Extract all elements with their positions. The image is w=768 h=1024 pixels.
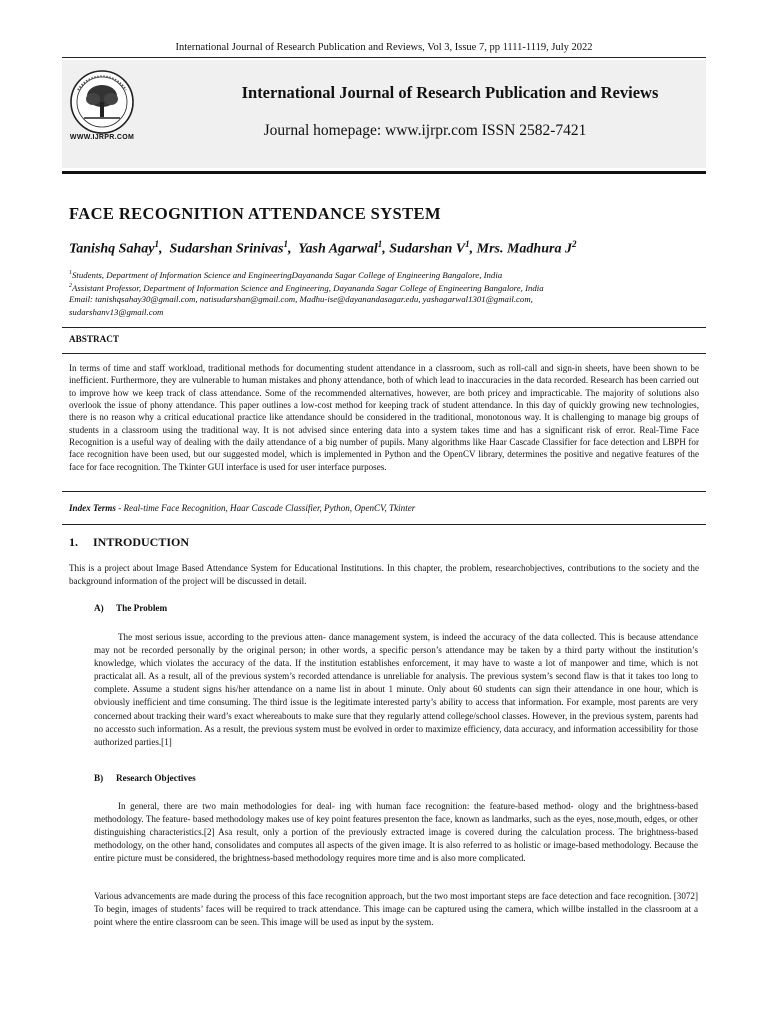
abstract-top-rule [62,327,706,328]
affiliation-1: $^1$Students, Department of Information Science and EngineeringDayananda Sagar College of Engineering Bangalore, India [69,269,503,280]
intro-paragraph: This is a project about Image Based Attendance System for Educational Institutions. In this chapter, the problem, researchobjectives, contributions to the society and the background information of the project will be discussed in detail. [69,563,699,587]
masthead-rule [62,171,706,174]
email-line: sudarshanv13@gmail.com [69,307,164,317]
author: Sudarshan Srinivas [169,241,284,257]
affiliation-2: $^2$Assistant Professor, Department of Information Science and Engineering, Dayananda Sagar College of Engineering Bangalore, India [69,282,544,293]
journal-title: International Journal of Research Publication and Reviews [241,83,659,102]
index-terms-rule [62,524,706,525]
section-heading-introduction: 1. INTRODUCTION [69,535,190,549]
running-head: International Journal of Research Publication and Reviews, Vol 3, Issue 7, pp 1111-1119, July 2022 [175,42,593,53]
objectives-paragraph-2: Various advancements are made during the process of this face recognition approach, but the two most important steps are face detection and face recognition. [3072] To begin, images of students’ faces will be required to track attendance. This image can be captured using the camera, which willbe installed in the classroom at a point where the entire classroom can be seen. This image will be used as input by the system. [94,891,698,928]
author: Yash Agarwal [298,241,378,257]
abstract-text: In terms of time and staff workload, traditional methods for documenting student attendance in a classroom, such as roll-call and sign-in sheets, have been shown to be inefficient. Furthermore, they are vulnerable to human mistakes and phony attendance, both of which lead to inaccuracies in the data recorded. Research has been carried out to improve how we keep track of class attendance. Some of the recommended alternatives, however, are both pricey and impracticable. The majority of solutions also overlook the issue of phony attendance. This paper outlines a low-cost method for keeping track of student attendance. In this day of quickly growing new technologies, there is no reason why a critical educational practice like attendance should be considered in the traditional, monotonous way. It is challenging to manage big groups of students in a classroom using the traditional way. It is not advised since entering data into a system takes time and has a significant risk of error. Real-Time Face Recognition is a useful way of dealing with the daily attendance of a big number of pupils. Many algorithms like Haar Cascade Classifier for face detection and LBPH for face recognition have been used, but our suggested model, which is implemented in Python and the OpenCV library, determines the positive and negative features of the face for face recognition. The Tkinter GUI interface is used for user interface purposes. [69,363,699,472]
header-rule [62,57,706,58]
index-terms: Index Terms - Real-time Face Recognition, Haar Cascade Classifier, Python, OpenCV, Tkinter [69,503,416,513]
paper-title: FACE RECOGNITION ATTENDANCE SYSTEM [69,204,441,223]
email-line: Email: tanishqsahay30@gmail.com, natisudarshan@gmail.com, Madhu-ise@dayanandasagar.edu, yashagarwal1301@gmail.com, [69,294,533,304]
objectives-paragraph: In general, there are two main methodologies for deal- ing with human face recognition: the feature-based method- ology and the brightness-based methodology. The feature- based methodology makes use of key point features presenton the face, known as landmarks, such as the eyes, nose,mouth, edges, or other distinguishing characteristics.[2] Asa result, only a portion of the previously extracted image is covered during the calculation process. The brightness-based methodology, on the other hand, consolidates and computes all aspects of the given image. It is also referred to as holistic or image-based methodology. Because the entire picture must be considered, the brightness-based methodology requires more time and is also more complicated. [94,801,698,864]
abstract-bottom-rule [62,491,706,492]
subsection-heading-problem: A) The Problem [94,603,168,613]
subsection-heading-objectives: B) Research Objectives [94,773,196,783]
abstract-heading-rule [62,353,706,354]
masthead-band [62,60,706,168]
author: Sudarshan V [389,241,466,257]
abstract-heading: ABSTRACT [69,334,120,344]
author: Tanishq Sahay [69,241,155,257]
problem-paragraph: The most serious issue, according to the previous atten- dance management system, is indeed the accuracy of the data collected. This is because attendance may not be recorded personally by the original person; in other words, a specific person’s attendance may be taken by a third party without the institution’s knowledge, which violates the accuracy of the data. If the institution establishes enforcement, it may have to waste a lot of manpower and time, which is not practicalat all. As a result, all of the previous system’s recorded attendance is unreliable for analysis. The previous system’s second flaw is that it takes too long to complete. Assume a student signs his/her attendance on a name list in about 1 minute. Only about 60 students can sign their attendance in one hour, which is obviously inefficient and time consuming. The third issue is the legitimate interested party’s ability to access that information. For example, most parents are very concerned about tracking their ward’s exact whereabouts to make sure that they regularly attend college/school classes. However, in the previous system, parents had no accessto such information. As a result, the previous system must be evolved in order to maximize efficiency, data accuracy, and information accessibility for those authorized parties.[1] [94,632,698,747]
author-list: Tanishq Sahay$^1$, Sudarshan Srinivas$^1$, Yash Agarwal$^1$, Sudarshan $V^1$, Mrs. Madhura $J^2$ [69,239,577,257]
logo-caption: WWW.IJRPR.COM [69,134,135,141]
author: Mrs. Madhura J [476,241,572,257]
journal-homepage: Journal homepage: www.ijrpr.com ISSN 2582-7421 [263,122,587,139]
